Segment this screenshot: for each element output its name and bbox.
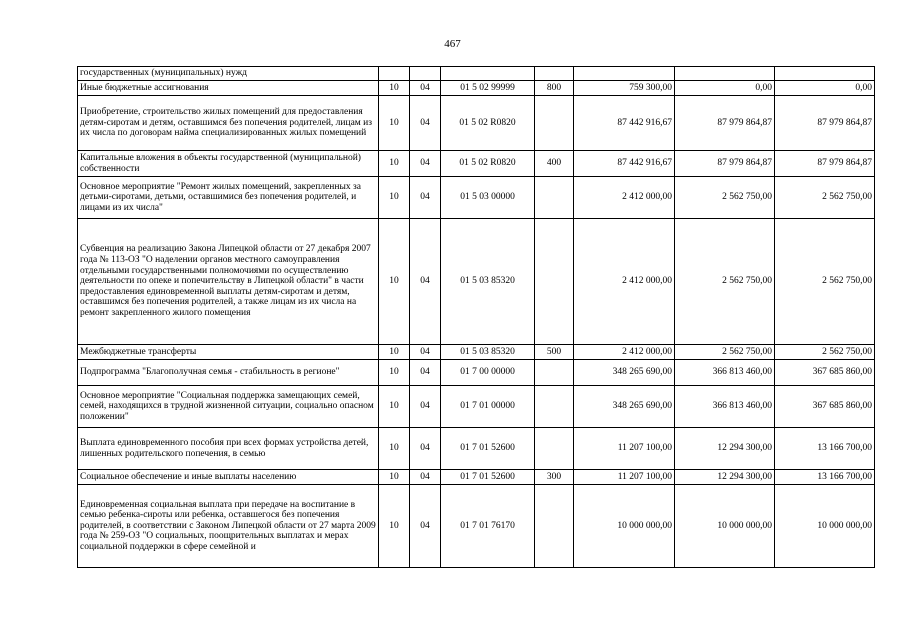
row-amount-year1-cell: 87 442 916,67 bbox=[574, 151, 675, 177]
row-expense-type-cell bbox=[535, 219, 574, 345]
row-name-cell: Выплата единовременного пособия при всех формах устройства детей, лишенных родительского попечения, в семью bbox=[78, 428, 379, 470]
row-name-cell: Межбюджетные трансферты bbox=[78, 345, 379, 360]
row-amount-year1-cell: 87 442 916,67 bbox=[574, 96, 675, 151]
row-amount-year2-cell: 12 294 300,00 bbox=[675, 470, 775, 485]
row-amount-year2-cell: 0,00 bbox=[675, 81, 775, 96]
row-name-cell: Субвенция на реализацию Закона Липецкой области от 27 декабря 2007 года № 113-ОЗ "О наделении органов местного самоуправления отдельными государственными полномочиями по осуществлению деятельности по опеке и попечительству в Липецкой области" в части предоставления единовременной выплаты детям-сиротам и детям, оставшимся без попечения родителей, а также лицам из их числа на ремонт закрепленного жилого помещения bbox=[78, 219, 379, 345]
row-subsection-cell: 04 bbox=[410, 96, 441, 151]
row-target-article-cell: 01 5 03 00000 bbox=[441, 177, 535, 219]
row-amount-year1-cell: 2 412 000,00 bbox=[574, 219, 675, 345]
row-name-cell: Единовременная социальная выплата при передаче на воспитание в семью ребенка-сироты или ребенка, оставшегося без попечения родителей, в соответствии с Законом Липецкой области от 27 марта 2009 года № 259-ОЗ "О социальных, поощрительных выплатах и мерах социальной поддержки в сфере семейной и bbox=[78, 485, 379, 568]
row-amount-year2-cell: 2 562 750,00 bbox=[675, 219, 775, 345]
row-subsection-cell: 04 bbox=[410, 151, 441, 177]
row-amount-year2-cell: 2 562 750,00 bbox=[675, 177, 775, 219]
row-amount-year3-cell: 0,00 bbox=[775, 81, 875, 96]
row-section-cell: 10 bbox=[379, 485, 410, 568]
table-row bbox=[78, 345, 875, 360]
row-amount-year3-cell: 2 562 750,00 bbox=[775, 219, 875, 345]
row-expense-type-cell bbox=[535, 485, 574, 568]
table-row bbox=[78, 386, 875, 428]
row-expense-type-cell bbox=[535, 428, 574, 470]
row-expense-type-cell bbox=[535, 67, 574, 81]
row-amount-year1-cell bbox=[574, 67, 675, 81]
row-target-article-cell: 01 5 03 85320 bbox=[441, 345, 535, 360]
row-target-article-cell bbox=[441, 67, 535, 81]
row-amount-year1-cell: 11 207 100,00 bbox=[574, 470, 675, 485]
row-amount-year3-cell bbox=[775, 67, 875, 81]
row-name-cell: Социальное обеспечение и иные выплаты населению bbox=[78, 470, 379, 485]
table-row bbox=[78, 151, 875, 177]
row-expense-type-cell: 800 bbox=[535, 81, 574, 96]
row-section-cell: 10 bbox=[379, 360, 410, 386]
row-amount-year1-cell: 348 265 690,00 bbox=[574, 386, 675, 428]
row-section-cell: 10 bbox=[379, 219, 410, 345]
row-amount-year2-cell: 12 294 300,00 bbox=[675, 428, 775, 470]
row-amount-year1-cell: 11 207 100,00 bbox=[574, 428, 675, 470]
row-amount-year3-cell: 87 979 864,87 bbox=[775, 96, 875, 151]
table-row bbox=[78, 67, 875, 81]
row-section-cell: 10 bbox=[379, 428, 410, 470]
table-row bbox=[78, 81, 875, 96]
row-expense-type-cell bbox=[535, 96, 574, 151]
row-amount-year2-cell: 366 813 460,00 bbox=[675, 360, 775, 386]
row-name-cell: Основное мероприятие "Социальная поддержка замещающих семей, семей, находящихся в трудной жизненной ситуации, социально опасном положении" bbox=[78, 386, 379, 428]
table-row bbox=[78, 360, 875, 386]
row-expense-type-cell: 400 bbox=[535, 151, 574, 177]
row-subsection-cell: 04 bbox=[410, 428, 441, 470]
row-section-cell: 10 bbox=[379, 177, 410, 219]
row-section-cell: 10 bbox=[379, 386, 410, 428]
row-subsection-cell: 04 bbox=[410, 470, 441, 485]
row-expense-type-cell bbox=[535, 386, 574, 428]
table-row bbox=[78, 219, 875, 345]
row-expense-type-cell bbox=[535, 177, 574, 219]
row-name-cell: Основное мероприятие "Ремонт жилых помещений, закрепленных за детьми-сиротами, детьми, оставшимися без попечения родителей, и лицами из их числа" bbox=[78, 177, 379, 219]
row-subsection-cell: 04 bbox=[410, 360, 441, 386]
row-amount-year2-cell: 2 562 750,00 bbox=[675, 345, 775, 360]
row-target-article-cell: 01 7 01 52600 bbox=[441, 428, 535, 470]
row-target-article-cell: 01 5 02 R0820 bbox=[441, 96, 535, 151]
row-amount-year3-cell: 10 000 000,00 bbox=[775, 485, 875, 568]
table-row bbox=[78, 428, 875, 470]
row-expense-type-cell: 300 bbox=[535, 470, 574, 485]
row-subsection-cell: 04 bbox=[410, 386, 441, 428]
row-section-cell: 10 bbox=[379, 96, 410, 151]
table-row bbox=[78, 177, 875, 219]
row-target-article-cell: 01 5 02 R0820 bbox=[441, 151, 535, 177]
row-amount-year1-cell: 10 000 000,00 bbox=[574, 485, 675, 568]
row-subsection-cell: 04 bbox=[410, 485, 441, 568]
row-section-cell: 10 bbox=[379, 470, 410, 485]
row-name-cell: Подпрограмма "Благополучная семья - стабильность в регионе" bbox=[78, 360, 379, 386]
row-amount-year2-cell: 10 000 000,00 bbox=[675, 485, 775, 568]
row-target-article-cell: 01 7 01 76170 bbox=[441, 485, 535, 568]
row-subsection-cell: 04 bbox=[410, 177, 441, 219]
row-amount-year1-cell: 759 300,00 bbox=[574, 81, 675, 96]
row-amount-year3-cell: 367 685 860,00 bbox=[775, 386, 875, 428]
row-section-cell: 10 bbox=[379, 151, 410, 177]
budget-table-body bbox=[78, 67, 875, 568]
table-row bbox=[78, 485, 875, 568]
row-amount-year3-cell: 2 562 750,00 bbox=[775, 345, 875, 360]
row-amount-year1-cell: 348 265 690,00 bbox=[574, 360, 675, 386]
row-subsection-cell: 04 bbox=[410, 219, 441, 345]
table-row bbox=[78, 96, 875, 151]
row-target-article-cell: 01 7 00 00000 bbox=[441, 360, 535, 386]
row-amount-year3-cell: 87 979 864,87 bbox=[775, 151, 875, 177]
row-name-cell: Приобретение, строительство жилых помещений для предоставления детям-сиротам и детям, оставшимся без попечения родителей, лицам из их числа по договорам найма специализированных жилых помещений bbox=[78, 96, 379, 151]
row-amount-year3-cell: 2 562 750,00 bbox=[775, 177, 875, 219]
row-target-article-cell: 01 5 02 99999 bbox=[441, 81, 535, 96]
row-section-cell bbox=[379, 67, 410, 81]
row-amount-year3-cell: 13 166 700,00 bbox=[775, 428, 875, 470]
budget-table bbox=[77, 66, 875, 568]
row-amount-year3-cell: 367 685 860,00 bbox=[775, 360, 875, 386]
row-amount-year2-cell: 87 979 864,87 bbox=[675, 151, 775, 177]
row-amount-year3-cell: 13 166 700,00 bbox=[775, 470, 875, 485]
table-row bbox=[78, 470, 875, 485]
row-target-article-cell: 01 7 01 00000 bbox=[441, 386, 535, 428]
row-amount-year2-cell: 87 979 864,87 bbox=[675, 96, 775, 151]
row-expense-type-cell bbox=[535, 360, 574, 386]
row-name-cell: государственных (муниципальных) нужд bbox=[78, 67, 379, 81]
row-expense-type-cell: 500 bbox=[535, 345, 574, 360]
row-subsection-cell: 04 bbox=[410, 345, 441, 360]
row-target-article-cell: 01 7 01 52600 bbox=[441, 470, 535, 485]
row-amount-year2-cell bbox=[675, 67, 775, 81]
row-subsection-cell bbox=[410, 67, 441, 81]
row-amount-year1-cell: 2 412 000,00 bbox=[574, 177, 675, 219]
row-amount-year1-cell: 2 412 000,00 bbox=[574, 345, 675, 360]
row-amount-year2-cell: 366 813 460,00 bbox=[675, 386, 775, 428]
row-name-cell: Иные бюджетные ассигнования bbox=[78, 81, 379, 96]
row-subsection-cell: 04 bbox=[410, 81, 441, 96]
row-section-cell: 10 bbox=[379, 345, 410, 360]
row-target-article-cell: 01 5 03 85320 bbox=[441, 219, 535, 345]
page-number: 467 bbox=[444, 38, 461, 50]
row-name-cell: Капитальные вложения в объекты государственной (муниципальной) собственности bbox=[78, 151, 379, 177]
row-section-cell: 10 bbox=[379, 81, 410, 96]
